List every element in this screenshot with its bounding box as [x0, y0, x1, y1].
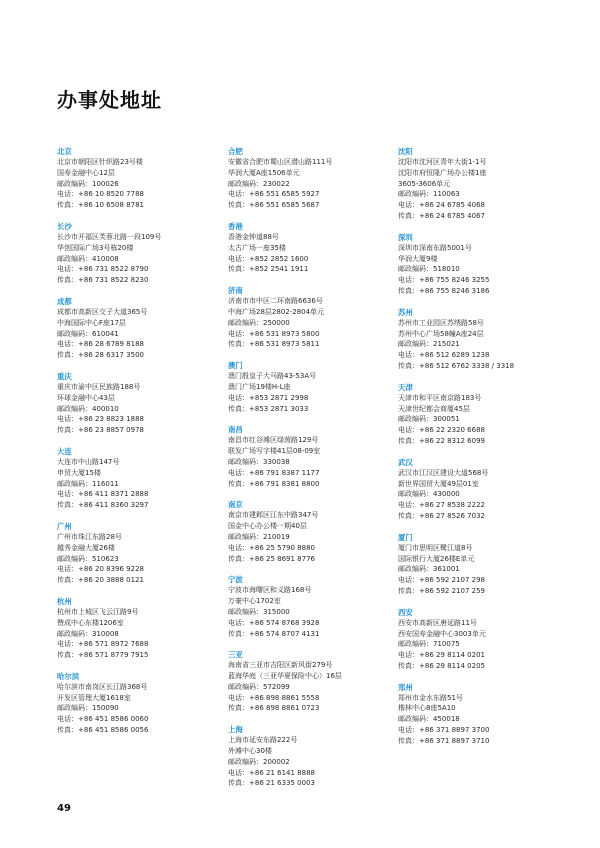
office-address-line: 开发区管理大厦1618室 — [57, 693, 131, 702]
office-address-line: 邮政编码：400010 — [57, 404, 119, 413]
office-city-name: 香港 — [228, 221, 243, 231]
office-address-line: 外滩中心30楼 — [228, 747, 272, 756]
office-address-block — [57, 221, 217, 286]
office-address-line: 电话：+86 21 6141 8888 — [228, 768, 315, 777]
office-address-line: 传真：+853 2871 3033 — [228, 404, 309, 413]
office-address-line: 深圳市深南东路5001号 — [398, 243, 472, 252]
office-address-block — [398, 532, 558, 597]
office-address-line: 邮政编码：710075 — [398, 640, 460, 649]
office-address-line: 传真：+86 22 8312 6099 — [398, 436, 485, 445]
office-address-line: 传真：+86 10 6508 8781 — [57, 201, 144, 210]
office-city-name: 西安 — [398, 607, 413, 617]
office-address-line: 电话：+852 2852 1600 — [228, 254, 309, 263]
office-city-name: 南京 — [228, 500, 243, 510]
office-address-line: 中海国际中心F座17层 — [57, 318, 126, 327]
office-address-line: 苏州市工业园区苏绣路58号 — [398, 318, 484, 327]
office-address-line: 邮政编码：572099 — [228, 682, 290, 691]
office-address-line: 联发广场写字楼41层08-09室 — [228, 447, 321, 456]
office-address-line: 邮政编码：116011 — [57, 479, 119, 488]
office-address-block — [228, 285, 388, 350]
office-city-name: 广州 — [57, 521, 72, 531]
office-address-line: 传真：+86 371 8897 3710 — [398, 736, 490, 745]
office-address-line: 宁波市海曙区和义路168号 — [228, 586, 312, 595]
office-address-line: 传真：+86 551 6585 5687 — [228, 201, 320, 210]
office-address-line: 南昌市红谷滩区绿茵路129号 — [228, 436, 319, 445]
office-address-line: 邮政编码：230022 — [228, 179, 290, 188]
office-address-block — [398, 607, 558, 672]
office-address-line: 西安国寿金融中心3003单元 — [398, 629, 486, 638]
office-city-name: 郑州 — [398, 682, 413, 692]
office-city-name: 澳门 — [228, 361, 243, 371]
office-address-line: 3605-3606单元 — [398, 179, 451, 188]
page-number: 49 — [57, 803, 71, 814]
office-city-name: 北京 — [57, 147, 72, 156]
office-address-line: 电话：+86 20 8396 9228 — [57, 565, 144, 574]
office-city-name: 杭州 — [57, 596, 72, 606]
office-address-line: 邮政编码：330038 — [228, 457, 290, 466]
address-column-1 — [57, 146, 217, 746]
office-address-block — [57, 371, 217, 436]
office-address-line: 沈阳市沈河区青年大街1-1号 — [398, 158, 487, 166]
office-city-name: 三亚 — [228, 650, 243, 660]
office-address-line: 哈尔滨市南岗区长江路368号 — [57, 682, 148, 691]
office-address-block — [57, 296, 217, 361]
office-address-block — [228, 574, 388, 639]
office-address-line: 大连市中山路147号 — [57, 457, 120, 466]
office-address-line: 传真：+86 531 8973 5811 — [228, 340, 320, 349]
office-address-line: 越秀金融大厦26楼 — [57, 543, 115, 552]
office-address-line: 传真：+86 20 3888 0121 — [57, 576, 144, 585]
office-address-line: 电话：+86 23 8823 1888 — [57, 415, 144, 424]
office-address-line: 澳门广场19楼H-L座 — [228, 382, 291, 391]
office-address-line: 电话：+86 755 8246 3255 — [398, 276, 490, 285]
office-address-line: 安徽省合肥市蜀山区潜山路111号 — [228, 158, 333, 166]
office-address-line: 香港金钟道88号 — [228, 232, 279, 241]
office-address-line: 楷林中心8座5A10 — [398, 704, 456, 713]
office-city-name: 苏州 — [398, 307, 413, 317]
office-address-block — [228, 424, 388, 489]
office-city-name: 成都 — [57, 296, 72, 306]
office-address-line: 广州市珠江东路28号 — [57, 532, 122, 541]
office-address-line: 西安市高新区唐延路11号 — [398, 618, 477, 627]
office-address-line: 天津世纪都会商厦45层 — [398, 404, 470, 413]
office-address-line: 长沙市开福区芙蓉北路一段109号 — [57, 232, 162, 241]
office-address-line: 邮政编码：410008 — [57, 254, 119, 263]
office-city-name: 长沙 — [57, 221, 72, 231]
office-address-line: 传真：+86 23 8857 0978 — [57, 426, 144, 435]
office-address-line: 传真：+86 755 8246 3186 — [398, 286, 490, 295]
office-address-line: 传真：+86 512 6762 3338 / 3318 — [398, 361, 515, 370]
office-address-line: 电话：+86 512 6289 1238 — [398, 351, 490, 360]
office-address-line: 邮政编码：518010 — [398, 265, 460, 274]
office-address-line: 传真：+852 2541 1911 — [228, 265, 309, 274]
office-address-line: 传真：+86 411 8360 3297 — [57, 501, 149, 510]
office-address-line: 澳门殷皇子大马路43-53A号 — [228, 372, 317, 381]
office-city-name: 上海 — [228, 725, 243, 735]
office-address-block — [57, 671, 217, 736]
office-address-line: 邮政编码：300051 — [398, 415, 460, 424]
office-address-line: 邮政编码：215021 — [398, 340, 460, 349]
office-address-line: 传真：+86 451 8586 0056 — [57, 726, 149, 735]
office-city-name: 合肥 — [228, 147, 243, 156]
office-address-line: 电话：+86 411 8371 2888 — [57, 490, 149, 499]
office-address-line: 传真：+86 791 8381 8800 — [228, 479, 320, 488]
office-address-line: 电话：+86 531 8973 5800 — [228, 329, 320, 338]
office-city-name: 大连 — [57, 446, 72, 456]
office-address-line: 电话：+86 551 6585 5927 — [228, 190, 320, 199]
office-address-line: 成都市高新区交子大道365号 — [57, 307, 148, 316]
office-city-name: 济南 — [228, 286, 243, 296]
office-address-block — [57, 146, 217, 211]
office-city-name: 天津 — [398, 382, 413, 392]
office-address-block — [228, 724, 388, 789]
office-address-block — [228, 146, 388, 211]
office-address-line: 电话：+86 574 8768 3928 — [228, 618, 320, 627]
office-address-line: 邮政编码：100026 — [57, 179, 119, 188]
office-address-block — [57, 521, 217, 586]
office-address-line: 蓝海华庭（三亚华夏保险中心）16层 — [228, 672, 342, 681]
office-address-line: 国际银行大厦26楼E单元 — [398, 554, 475, 563]
office-address-line: 邮政编码：430000 — [398, 490, 460, 499]
office-address-block — [228, 221, 388, 275]
office-address-block — [398, 307, 558, 372]
office-address-block — [398, 682, 558, 747]
office-address-line: 电话：+86 29 8114 0201 — [398, 651, 485, 660]
office-address-line: 电话：+86 24 6785 4068 — [398, 201, 485, 210]
office-address-line: 南京市建邺区江东中路347号 — [228, 511, 319, 520]
office-city-name: 沈阳 — [398, 147, 413, 156]
office-address-line: 邮政编码：361001 — [398, 565, 460, 574]
office-address-line: 华创国际广场3号栋20楼 — [57, 243, 134, 252]
office-address-line: 新世界国贸大厦49层01室 — [398, 479, 479, 488]
office-address-line: 邮政编码：250000 — [228, 318, 290, 327]
office-address-line: 杭州市上城区飞云江路9号 — [57, 607, 139, 616]
office-address-line: 邮政编码：150090 — [57, 704, 119, 713]
office-city-name: 深圳 — [398, 232, 413, 242]
office-address-block — [57, 596, 217, 661]
office-address-line: 传真：+86 592 2107 259 — [398, 586, 485, 595]
office-address-line: 郑州市金水东路51号 — [398, 693, 463, 702]
office-address-block — [398, 382, 558, 447]
office-address-line: 华润大厦A座1506单元 — [228, 168, 300, 177]
office-address-line: 电话：+86 592 2107 298 — [398, 576, 485, 585]
office-address-line: 传真：+86 21 6335 0003 — [228, 779, 315, 788]
page-title: 办事处地址 — [57, 88, 162, 112]
office-address-block — [398, 457, 558, 522]
office-address-block — [57, 446, 217, 511]
office-address-line: 传真：+86 731 8522 8230 — [57, 276, 149, 285]
office-address-line: 申贸大厦15楼 — [57, 468, 101, 477]
office-address-block — [228, 360, 388, 414]
address-column-2 — [228, 146, 388, 799]
office-address-line: 重庆市渝中区民族路188号 — [57, 382, 141, 391]
office-address-line: 邮政编码：310008 — [57, 629, 119, 638]
office-address-line: 传真：+86 29 8114 0205 — [398, 661, 485, 670]
office-address-line: 传真：+86 25 8691 8776 — [228, 554, 315, 563]
office-address-line: 传真：+86 574 8707 4131 — [228, 629, 320, 638]
office-city-name: 哈尔滨 — [57, 671, 80, 681]
office-address-line: 电话：+86 371 8897 3700 — [398, 726, 490, 735]
office-address-line: 武汉市江汉区建设大道568号 — [398, 468, 489, 477]
office-address-line: 电话：+86 22 2320 6688 — [398, 426, 485, 435]
office-city-name: 南昌 — [228, 425, 243, 435]
office-address-line: 传真：+86 27 8526 7032 — [398, 511, 485, 520]
office-address-line: 传真：+86 571 8779 7915 — [57, 651, 149, 660]
office-address-block — [398, 146, 558, 222]
office-address-line: 电话：+853 2871 2998 — [228, 393, 309, 402]
office-address-line: 赞成中心东楼1206室 — [57, 618, 124, 627]
office-address-line: 电话：+86 27 8538 2222 — [398, 501, 485, 510]
office-address-block — [228, 649, 388, 714]
office-address-line: 电话：+86 10 8520 7788 — [57, 190, 144, 199]
office-address-line: 传真：+86 28 6317 3500 — [57, 351, 144, 360]
office-address-line: 电话：+86 731 8522 8790 — [57, 265, 149, 274]
office-address-line: 邮政编码：110063 — [398, 190, 460, 199]
office-address-line: 邮政编码：510623 — [57, 554, 119, 563]
office-address-line: 邮政编码：610041 — [57, 329, 119, 338]
office-city-name: 重庆 — [57, 371, 72, 381]
office-address-line: 邮政编码：450018 — [398, 715, 460, 724]
office-city-name: 宁波 — [228, 575, 243, 585]
office-address-line: 华润大厦9楼 — [398, 254, 438, 263]
office-address-line: 邮政编码：210019 — [228, 532, 290, 541]
office-address-line: 沈阳市府恒隆广场办公楼1座 — [398, 168, 487, 177]
office-address-line: 济南市市中区二环南路6636号 — [228, 297, 323, 306]
office-address-line: 电话：+86 898 8861 5558 — [228, 693, 320, 702]
office-address-line: 天津市和平区南京路183号 — [398, 393, 482, 402]
office-address-block — [228, 499, 388, 564]
office-address-line: 国寿金融中心12层 — [57, 168, 115, 177]
office-address-line: 太古广场一座35楼 — [228, 243, 286, 252]
office-address-line: 电话：+86 791 8387 1177 — [228, 468, 320, 477]
office-address-line: 传真：+86 24 6785 4067 — [398, 211, 485, 220]
office-address-line: 国金中心办公楼一期40层 — [228, 522, 307, 531]
office-address-line: 海南省三亚市吉阳区新风街279号 — [228, 661, 333, 670]
office-address-line: 邮政编码：315000 — [228, 607, 290, 616]
office-city-name: 厦门 — [398, 532, 413, 542]
office-address-line: 邮政编码：200002 — [228, 757, 290, 766]
office-address-line: 电话：+86 451 8586 0060 — [57, 715, 149, 724]
office-address-line: 苏州中心广场58幢A座24层 — [398, 329, 484, 338]
office-address-line: 电话：+86 28 6789 8188 — [57, 340, 144, 349]
office-address-line: 上海市延安东路222号 — [228, 736, 298, 745]
office-address-line: 北京市朝阳区针织路23号楼 — [57, 158, 143, 166]
office-address-line: 环球金融中心43层 — [57, 393, 115, 402]
office-address-line: 传真：+86 898 8861 0723 — [228, 704, 320, 713]
office-address-line: 万豪中心1702室 — [228, 597, 281, 606]
office-address-line: 厦门市思明区鹭江道8号 — [398, 543, 473, 552]
office-address-line: 电话：+86 25 5790 8880 — [228, 543, 315, 552]
office-city-name: 武汉 — [398, 457, 413, 467]
office-address-block — [398, 232, 558, 297]
office-address-line: 电话：+86 571 8972 7688 — [57, 640, 149, 649]
office-address-line: 中海广场28层2802-2804单元 — [228, 307, 325, 316]
address-column-3 — [398, 146, 558, 757]
